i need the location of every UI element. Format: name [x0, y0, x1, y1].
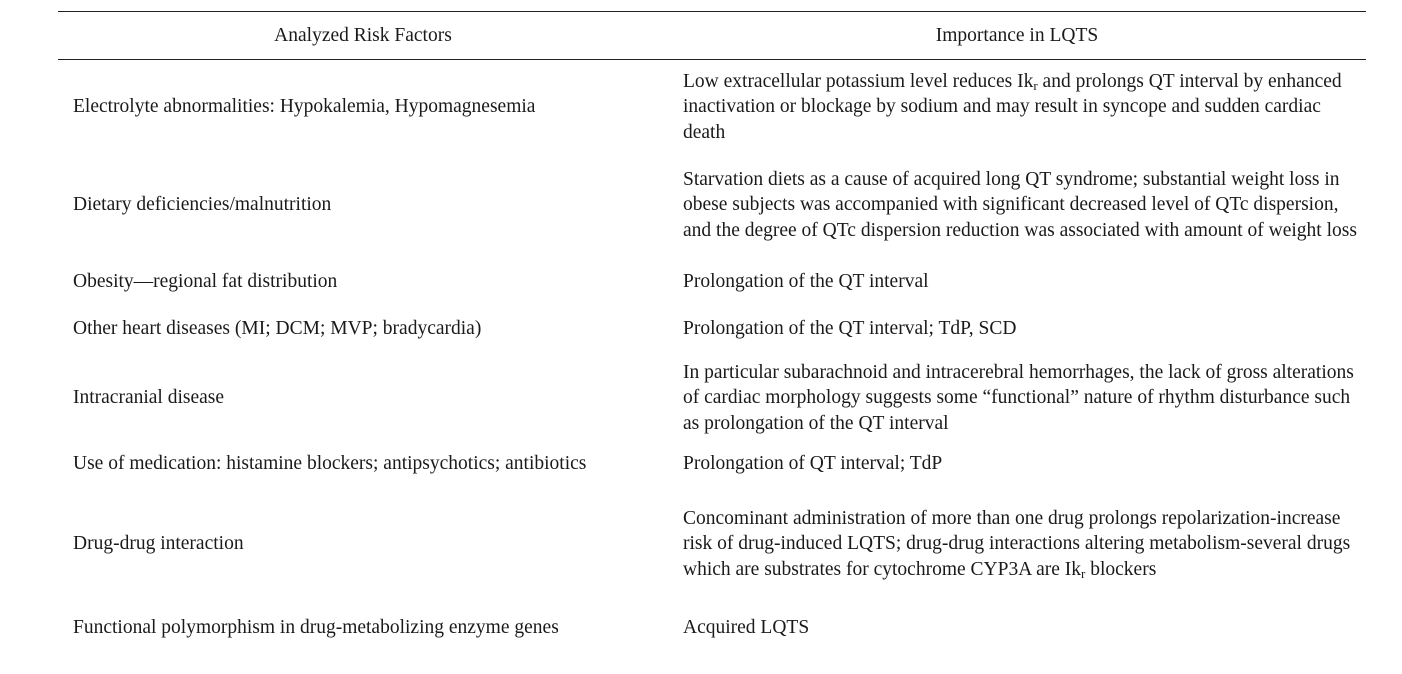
- risk-factor-cell: Functional polymorphism in drug-metabolizing enzyme genes: [73, 617, 559, 639]
- table-row: [58, 269, 1366, 295]
- importance-cell: Prolongation of the QT interval; TdP, SCD: [683, 318, 1017, 340]
- importance-cell: [668, 506, 1366, 583]
- importance-cell: Starvation diets as a cause of acquired long QT syndrome; substantial weight loss in obese subjects was accompanied with significant decreased level of QTc dispersion, and the degree of QTc dispersion reduction was associated with amount of weight loss: [683, 168, 1357, 241]
- table-row: [58, 493, 1366, 595]
- importance-cell: [668, 69, 1366, 146]
- table-row: [58, 316, 1366, 342]
- importance-text: Low extracellular potassium level reduces Ik: [683, 70, 1034, 92]
- risk-factor-cell: Drug-drug interaction: [73, 533, 244, 555]
- importance-cell: In particular subarachnoid and intracerebral hemorrhages, the lack of gross alterations of cardiac morphology suggests some “functional” nature of rhythm disturbance such as prolongation of the QT interval: [683, 361, 1354, 434]
- risk-factor-cell: Other heart diseases (MI; DCM; MVP; bradycardia): [73, 318, 482, 340]
- importance-text: Concominant administration of more than one drug prolongs repolarization-increase risk of drug-induced LQTS; drug-drug interactions altering metabolism-several drugs which are substrates for cytochrome CYP3A are Ik: [683, 507, 1351, 580]
- importance-text: and prolongs QT interval by enhanced inactivation or blockage by sodium and may result in syncope and sudden cardiac death: [683, 70, 1342, 143]
- risk-factor-cell: Obesity—regional fat distribution: [73, 271, 338, 293]
- table-row: [58, 615, 1366, 641]
- table-row: [58, 451, 1366, 477]
- risk-factor-cell: Dietary deficiencies/malnutrition: [73, 194, 332, 216]
- importance-cell: Acquired LQTS: [683, 617, 810, 639]
- risk-factor-cell: Intracranial disease: [73, 387, 225, 409]
- table-header: [58, 12, 1366, 59]
- importance-text: blockers: [1085, 558, 1157, 580]
- risk-factor-cell: Electrolyte abnormalities: Hypokalemia, Hypomagnesemia: [73, 96, 536, 118]
- risk-factor-cell: Use of medication: histamine blockers; antipsychotics; antibiotics: [73, 453, 587, 475]
- importance-cell: Prolongation of the QT interval: [683, 271, 929, 293]
- header-risk-factors: Analyzed Risk Factors: [274, 24, 452, 46]
- importance-cell: Prolongation of QT interval; TdP: [683, 453, 943, 475]
- importance-subscript: r: [1033, 77, 1038, 93]
- header-importance: Importance in LQTS: [935, 24, 1099, 46]
- table-row: [58, 69, 1366, 145]
- importance-subscript: r: [1081, 565, 1086, 581]
- table-row: [58, 153, 1366, 257]
- table-body: [58, 60, 1366, 641]
- risk-factors-table: [58, 11, 1366, 641]
- table-row: [58, 359, 1366, 437]
